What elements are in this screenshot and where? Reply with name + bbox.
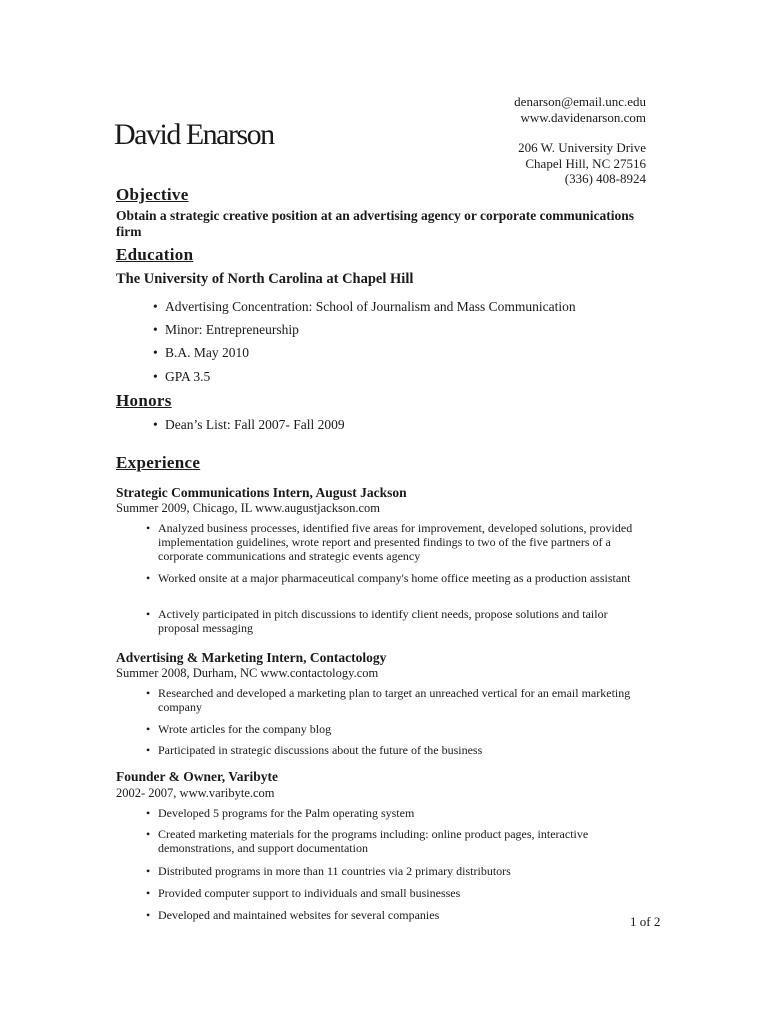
resume-name: David Enarson	[114, 118, 274, 151]
list-item: • Wrote articles for the company blog	[146, 722, 332, 736]
list-item: • Actively participated in pitch discussions to identify client needs, propose solutions and tailor proposal messaging	[146, 607, 608, 635]
list-item: • GPA 3.5	[153, 369, 211, 384]
contact-city: Chapel Hill, NC 27516	[525, 155, 646, 171]
list-item: • Developed and maintained websites for several companies	[146, 908, 440, 922]
bullet-icon: •	[153, 345, 158, 360]
job-title: Strategic Communications Intern, August Jackson	[116, 485, 407, 500]
list-item: • Developed 5 programs for the Palm operating system	[146, 806, 415, 820]
contact-phone: (336) 408-8924	[564, 171, 646, 186]
list-item: • Worked onsite at a major pharmaceutical company's home office meeting as a production assistant	[146, 571, 631, 585]
job-meta: Summer 2009, Chicago, IL www.augustjackson.com	[116, 501, 380, 515]
job-meta: 2002- 2007, www.varibyte.com	[116, 786, 275, 800]
bullet-icon: •	[146, 908, 151, 922]
education-heading: Education	[116, 245, 194, 264]
contact-email: denarson@email.unc.edu	[514, 94, 646, 109]
list-item: • Analyzed business processes, identified five areas for improvement, developed solutions, provided implementation guidelines, wrote report and presented findings to two of the five partners of a corporate communications and strategic events agency	[146, 521, 633, 563]
list-item: • Dean’s List: Fall 2007- Fall 2009	[153, 417, 345, 432]
bullet-icon: •	[146, 827, 151, 841]
page-number: 1 of 2	[630, 914, 661, 929]
bullet-icon: •	[146, 722, 151, 736]
job-meta: Summer 2008, Durham, NC www.contactology.com	[116, 666, 379, 680]
bullet-icon: •	[146, 743, 151, 757]
contact-website: www.davidenarson.com	[520, 109, 646, 125]
objective-heading: Objective	[116, 185, 189, 204]
objective-text: Obtain a strategic creative position at an advertising agency or corporate communications firm	[116, 208, 635, 239]
bullet-icon: •	[146, 571, 151, 585]
bullet-icon: •	[146, 607, 151, 621]
bullet-icon: •	[153, 369, 158, 384]
contact-street: 206 W. University Drive	[518, 140, 646, 155]
bullet-icon: •	[153, 417, 158, 432]
bullet-icon: •	[146, 806, 151, 820]
bullet-icon: •	[146, 864, 151, 878]
bullet-icon: •	[153, 322, 158, 337]
list-item: • Distributed programs in more than 11 countries via 2 primary distributors	[146, 864, 511, 878]
contact-block	[514, 94, 646, 187]
list-item: • Researched and developed a marketing plan to target an unreached vertical for an email marketing company	[146, 686, 631, 714]
bullet-icon: •	[153, 299, 158, 314]
bullet-icon: •	[146, 886, 151, 900]
experience-heading: Experience	[116, 453, 201, 472]
list-item: • Participated in strategic discussions about the future of the business	[146, 743, 483, 757]
school-name: The University of North Carolina at Chapel Hill	[116, 271, 414, 287]
bullet-icon: •	[146, 686, 151, 700]
list-item: • Provided computer support to individuals and small businesses	[146, 886, 461, 900]
list-item: • Advertising Concentration: School of Journalism and Mass Communication	[153, 299, 576, 314]
bullet-icon: •	[146, 521, 151, 535]
job-title: Founder & Owner, Varibyte	[116, 769, 279, 784]
job-title: Advertising & Marketing Intern, Contactology	[116, 650, 387, 665]
list-item: • B.A. May 2010	[153, 345, 249, 360]
list-item: • Created marketing materials for the programs including: online product pages, interactive demonstrations, and support documentation	[146, 827, 589, 855]
list-item: • Minor: Entrepreneurship	[153, 322, 299, 337]
honors-heading: Honors	[116, 391, 172, 410]
